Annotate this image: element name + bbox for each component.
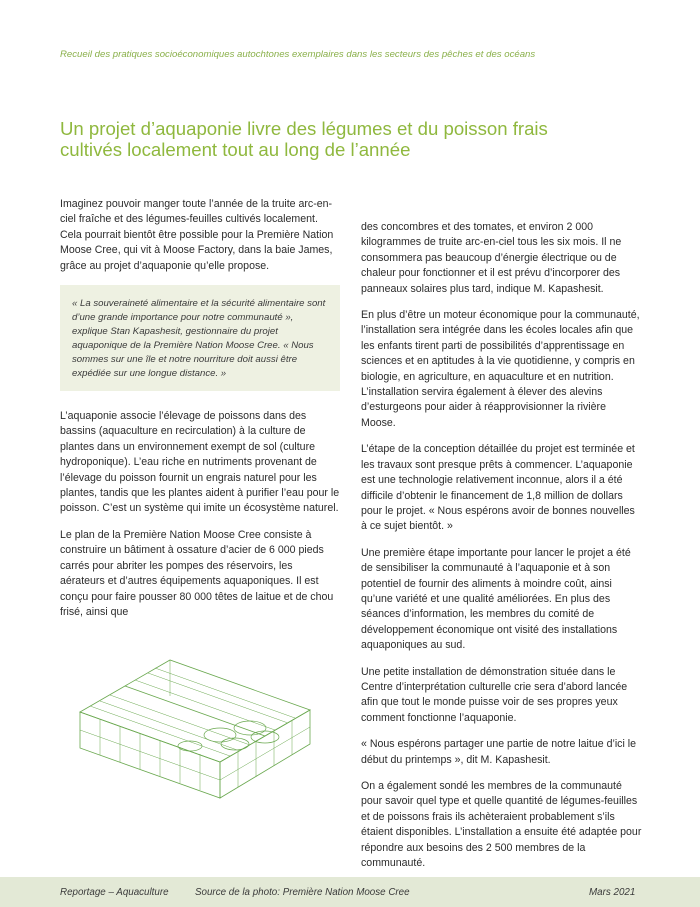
- article-title: Un projet d’aquaponie livre des légumes et du poisson frais cultivés localement tout au long de l’année: [60, 118, 548, 160]
- publication-header: Recueil des pratiques socioéconomiques autochtones exemplaires dans les secteurs des pêches et des océans: [60, 49, 536, 60]
- paragraph: « Nous espérons partager une partie de notre laitue d’ici le début du printemps », dit M. Kapashesit.: [361, 738, 637, 766]
- pull-quote: « La souveraineté alimentaire et la sécurité alimentaire sont d’une grande importance pour notre communauté », explique Stan Kapashesit, gestionnaire du projet aquaponique de la Première Nation Moose Cree. « Nous sommes sur une île et notre nourriture doit aussi être expédiée sur une longue distance. »: [60, 285, 340, 391]
- right-column: [361, 220, 643, 882]
- paragraph: Le plan de la Première Nation Moose Cree consiste à construire un bâtiment à ossature d’acier de 6 000 pieds carrés pour abriter les pompes des réservoirs, les aérateurs et d’autres équipements aquaponiques. Il est conçu pour faire pousser 80 000 têtes de laitue et de chou frisé, ainsi que: [60, 528, 334, 618]
- paragraph: des concombres et des tomates, et environ 2 000 kilogrammes de truite arc-en-ciel tous les six mois. Il ne consommera pas beaucoup d’énergie électrique ou de chaleur pour fonctionner et il est prévu d’incorporer des panneaux solaires plus tard, indique M. Kapashesit.: [361, 221, 622, 295]
- footer-section: Reportage – Aquaculture: [60, 887, 169, 898]
- paragraph: On a également sondé les membres de la communauté pour savoir quel type et quelle quantité de légumes-feuilles et de poissons frais ils achèteraient probablement s’ils étaient disponibles. L’installation a ensuite été adaptée pour répondre aux besoins des 2 500 membres de la communauté.: [361, 780, 642, 870]
- footer-photo-source: Source de la photo: Première Nation Moose Cree: [195, 887, 410, 898]
- left-column: [60, 197, 340, 631]
- paragraph: Une première étape importante pour lancer le projet a été de sensibiliser la communauté à l’aquaponie et à son potentiel de fournir des aliments à moindre coût, ainsi qu’une variété et une qualité améliorées. En plus des séances d’information, les membres du comité de développement économique ont visité des installations aquaponiques au sud.: [361, 546, 631, 652]
- paragraph: L’aquaponie associe l’élevage de poissons dans des bassins (aquaculture en recirculation) à la culture de plantes dans un environnement exempt de sol (culture hydroponique). L’eau riche en nutriments provenant de l’élevage du poisson fournit un engrais naturel pour les plantes, tandis que les plantes aident à purifier l’eau pour le poisson. C’est un système qui imite un écosystème naturel.: [60, 410, 340, 515]
- greenhouse-wireframe-drawing: [60, 640, 345, 800]
- paragraph: En plus d’être un moteur économique pour la communauté, l’installation sera intégrée dans les écoles locales afin que les enfants tirent parti de possibilités d’apprentissage en sciences et en aptitudes à la vie quotidienne, y compris en biologie, en agriculture, en aquaculture et en nutrition. L’installation servira également à élever des alevins d’esturgeons pour aider à réapprovisionner la rivière Moose.: [361, 309, 640, 429]
- page-footer: [0, 877, 700, 907]
- footer-date: Mars 2021: [589, 887, 636, 898]
- paragraph: L’étape de la conception détaillée du projet est terminée et les travaux sont presque prêts à commencer. L’aquaponie est une technologie relativement inconnue, alors il a été difficile d’obtenir le financement de 1,8 million de dollars pour le projet. « Nous espérons avoir de bonnes nouvelles à ce sujet bientôt. »: [361, 443, 635, 533]
- paragraph: Une petite installation de démonstration située dans le Centre d’interprétation culturelle crie sera d’abord lancée afin que tout le monde puisse voir de ses propres yeux comment fonctionne l’aquaponie.: [361, 665, 628, 724]
- intro-paragraph: Imaginez pouvoir manger toute l’année de la truite arc-en-ciel fraîche et des légumes-feuilles cultivés localement. Cela pourrait bientôt être possible pour la Première Nation Moose Cree, qui vit à Moose Factory, dans la baie James, grâce au projet d’aquaponie qu’elle propose.: [60, 198, 334, 272]
